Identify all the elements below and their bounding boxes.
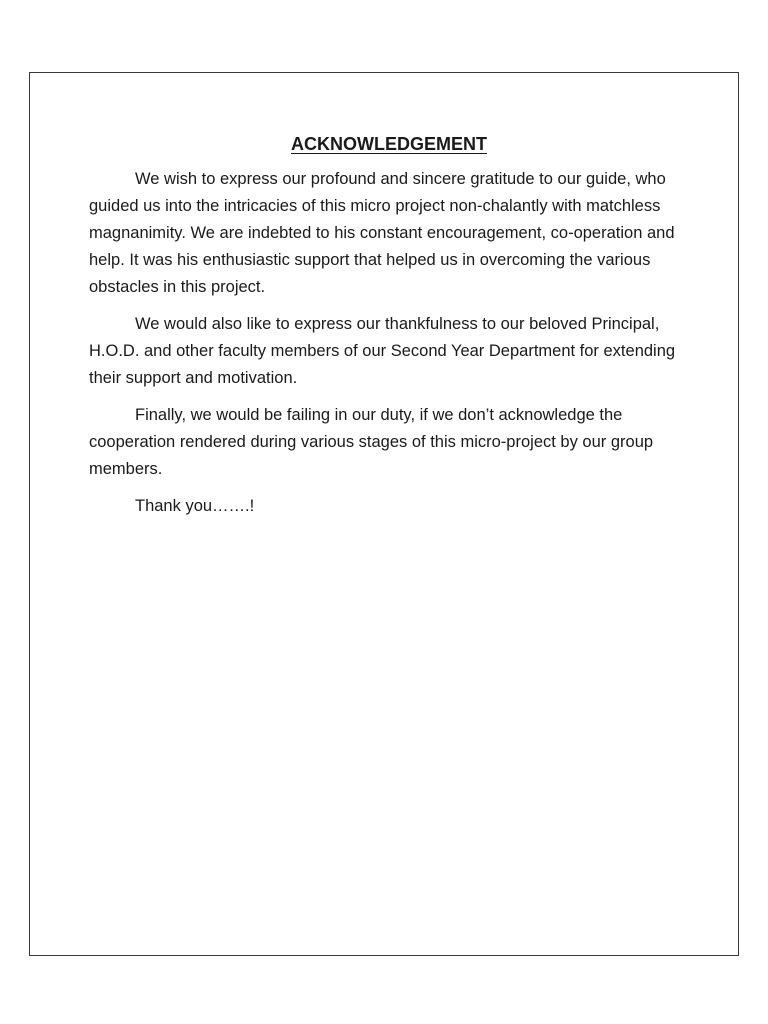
paragraph-group-members: Finally, we would be failing in our duty, if we don’t acknowledge the cooperation rendered during various stages of this micro-project by our group members. <box>89 406 654 478</box>
paragraph-gratitude-guide: We wish to express our profound and sincere gratitude to our guide, who guided us into the intricacies of this micro project non-chalantly with matchless magnanimity. We are indebted to his constant encouragement, co-operation and help. It was his enthusiastic support that helped us in overcoming the various obstacles in this project. <box>89 170 675 296</box>
paragraph-thanks-faculty: We would also like to express our thankfulness to our beloved Principal, H.O.D. and other faculty members of our Second Year Department for extending their support and motivation. <box>89 315 676 387</box>
document-title: ACKNOWLEDGEMENT <box>291 134 487 154</box>
document-body <box>89 132 689 530</box>
closing-line: Thank you…….! <box>135 497 255 515</box>
